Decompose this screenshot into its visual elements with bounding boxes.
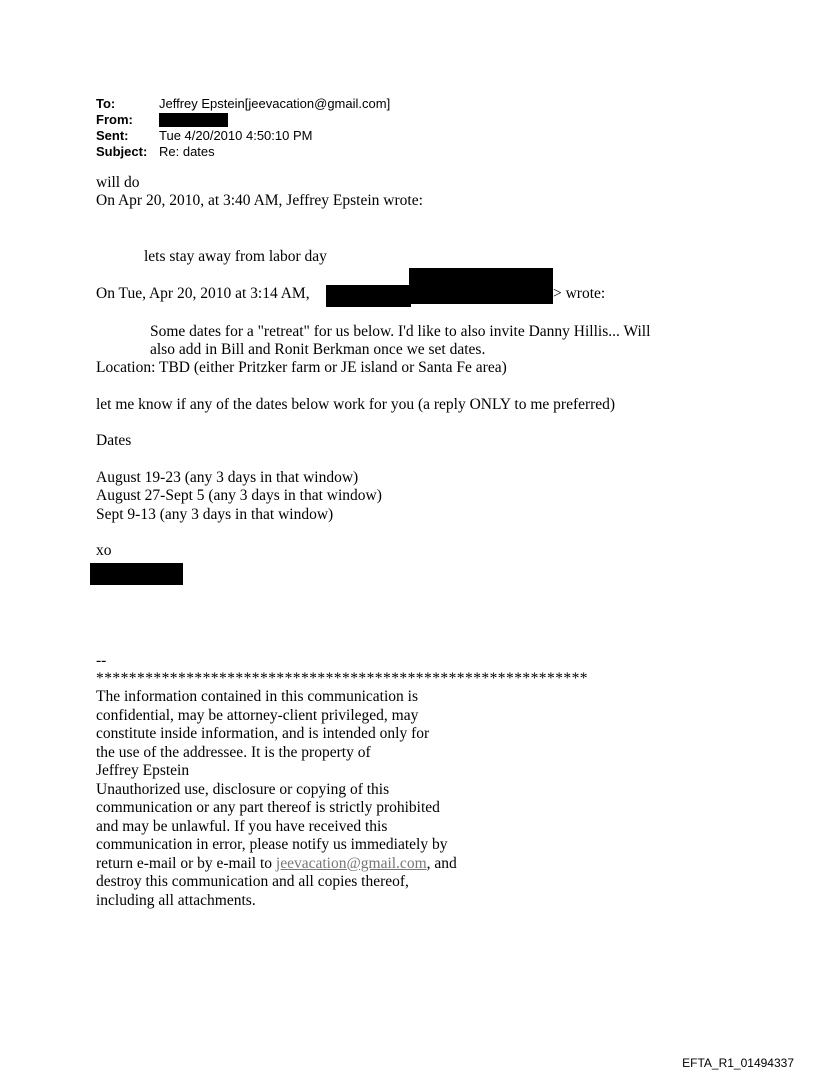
date-item: Sept 9-13 (any 3 days in that window) bbox=[96, 506, 334, 523]
disclaimer-block bbox=[96, 688, 457, 910]
disclaimer-line: and may be unlawful. If you have received this bbox=[96, 817, 388, 835]
subject-row bbox=[96, 144, 390, 160]
location-line: Location: TBD (either Pritzker farm or JE island or Santa Fe area) bbox=[96, 359, 507, 376]
quote2-redaction-top bbox=[409, 268, 553, 287]
disclaimer-text: , and bbox=[426, 854, 457, 872]
disclaimer-line: The information contained in this communication is bbox=[96, 688, 418, 705]
signoff: xo bbox=[96, 542, 112, 559]
disclaimer-line: Jeffrey Epstein bbox=[96, 762, 190, 779]
disclaimer-line: communication or any part thereof is strictly prohibited bbox=[96, 799, 440, 816]
subject-label: Subject: bbox=[96, 144, 148, 159]
from-row bbox=[96, 112, 390, 128]
disclaimer-line-with-link bbox=[96, 855, 457, 874]
reply-text: will do bbox=[96, 174, 140, 191]
sent-row bbox=[96, 128, 390, 144]
quote1-intro: On Apr 20, 2010, at 3:40 AM, Jeffrey Epstein wrote: bbox=[96, 192, 423, 209]
email-header bbox=[96, 96, 390, 160]
to-row bbox=[96, 96, 390, 112]
para1-line1: Some dates for a "retreat" for us below. I'd like to also invite Danny Hillis... Will bbox=[150, 323, 651, 340]
disclaimer-line: destroy this communication and all copies thereof, bbox=[96, 873, 409, 890]
separator-stars: ************************************************************ bbox=[96, 670, 588, 687]
to-label: To: bbox=[96, 96, 116, 111]
quote2-redaction-name bbox=[326, 285, 411, 307]
dates-heading: Dates bbox=[96, 432, 132, 449]
quote1-text: lets stay away from labor day bbox=[144, 248, 327, 265]
disclaimer-line: Unauthorized use, disclosure or copying of this bbox=[96, 780, 390, 798]
from-redaction bbox=[159, 113, 228, 127]
date-item: August 19-23 (any 3 days in that window) bbox=[96, 469, 359, 486]
quote2-intro-end: > wrote: bbox=[553, 285, 606, 302]
disclaimer-line: constitute inside information, and is intended only for bbox=[96, 725, 430, 742]
disclaimer-line: communication in error, please notify us immediately by bbox=[96, 836, 448, 853]
email-link[interactable]: jeevacation@gmail.com bbox=[275, 854, 427, 872]
disclaimer-line: including all attachments. bbox=[96, 891, 256, 909]
disclaimer-text: return e-mail or by e-mail to bbox=[96, 854, 276, 872]
let-me-know-line: let me know if any of the dates below work for you (a reply ONLY to me preferred) bbox=[96, 396, 616, 413]
document-id: EFTA_R1_01494337 bbox=[682, 1056, 794, 1070]
para1-line2: also add in Bill and Ronit Berkman once we set dates. bbox=[150, 341, 486, 358]
quote2-redaction-email bbox=[411, 287, 553, 304]
sent-value: Tue 4/20/2010 4:50:10 PM bbox=[159, 128, 313, 143]
disclaimer-line: the use of the addressee. It is the property of bbox=[96, 743, 371, 761]
signature-redaction bbox=[90, 563, 183, 585]
to-value: Jeffrey Epstein[jeevacation@gmail.com] bbox=[159, 96, 391, 111]
subject-value: Re: dates bbox=[159, 144, 215, 159]
date-item: August 27-Sept 5 (any 3 days in that window) bbox=[96, 487, 382, 504]
disclaimer-line: confidential, may be attorney-client privileged, may bbox=[96, 706, 419, 724]
from-label: From: bbox=[96, 112, 133, 127]
quote2-intro-start: On Tue, Apr 20, 2010 at 3:14 AM, bbox=[96, 285, 310, 302]
sent-label: Sent: bbox=[96, 128, 129, 143]
separator-dashes: -- bbox=[96, 652, 107, 669]
